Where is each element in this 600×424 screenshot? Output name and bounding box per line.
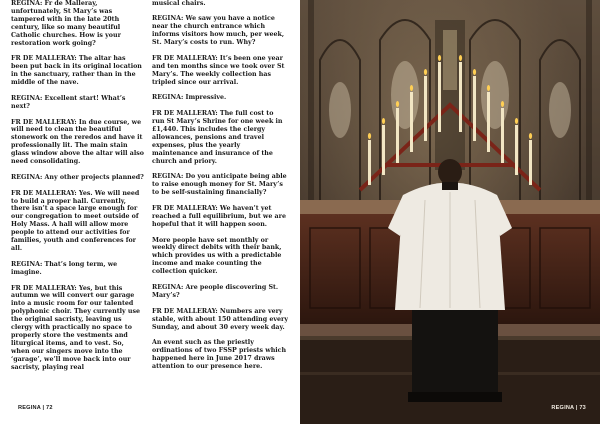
paragraph: FR DE MALLERAY: In due course, we will need to clean the beautiful stonework on the reredos and have it professionally lit. The main stain glass window above the altar will also need consolidating. [11, 118, 144, 166]
altar-illustration [300, 0, 600, 424]
church-altar-photo [300, 0, 600, 424]
paragraph: musical chairs. [152, 0, 206, 7]
paragraph: REGINA: Any other projects planned? [11, 173, 144, 181]
page-number-right: REGINA | 73 [551, 405, 586, 411]
paragraph: REGINA: Do you anticipate being able to raise enough money for St. Mary’s to be self-sustaining financially? [152, 173, 287, 197]
paragraph: FR DE MALLERAY: We haven’t yet reached a full equilibrium, but we are hopeful that it will happen soon. [152, 204, 286, 228]
paragraph: FR DE MALLERAY: The full cost to run St Mary’s Shrine for one week in £1,440. This includes the clergy allowances, pensions and travel expenses, plus the yearly maintenance and insurance of the church and priory. [152, 110, 283, 165]
paragraph: FR DE MALLERAY: It’s been one year and ten months since we took over St Mary’s. The weekly collection has tripled since our arrival. [152, 54, 285, 86]
text-column-right [152, 0, 288, 414]
paragraph: REGINA: Fr de Malleray, unfortunately, St Mary’s was tampered with in the late 20th century, like so many beautiful Catholic churches. How is your restoration work going? [11, 0, 121, 47]
paragraph: FR DE MALLERAY: The altar has been put back in its original location in the sanctuary, rather than in the middle of the nave. [11, 55, 142, 87]
paragraph: An event such as the priestly ordinations of two FSSP priests which happened here in June 2017 draws attention to our presence here. [152, 339, 287, 371]
text-column-left [11, 0, 144, 414]
paragraph: FR DE MALLERAY: Numbers are very stable, with about 150 attending every Sunday, and about 30 every week day. [152, 307, 288, 331]
paragraph: REGINA: Excellent start! What’s next? [11, 94, 126, 110]
paragraph: More people have set monthly or weekly direct debits with their bank, which provides us with a predictable income and make counting the collection quicker. [152, 236, 282, 276]
paragraph: FR DE MALLERAY: Yes, but this autumn we will convert our garage into a music room for our talented polyphonic choir. They currently use the original sacristy, leaving us clergy with practically no space to properly store the vestments and liturgical items, and to vest. So, when our singers move into the ‘garage’, we’ll move back into our sacristy, playing real [11, 284, 140, 371]
paragraph: FR DE MALLERAY: Yes. We will need to build a proper hall. Currently, there isn’t a space large enough for our congregation to meet outside of Holy Mass. A hall will allow more people to attend our activities for families, youth and conferences for all. [11, 189, 140, 253]
paragraph: REGINA: Are people discovering St. Mary’s? [152, 284, 279, 299]
page-number-left: REGINA | 72 [18, 405, 53, 411]
paragraph: REGINA: Impressive. [152, 94, 227, 102]
paragraph: REGINA: That’s long term, we imagine. [11, 260, 118, 276]
paragraph: REGINA: We saw you have a notice near the church entrance which informs visitors how much, per week, St. Mary’s costs to run. Why? [152, 15, 285, 47]
